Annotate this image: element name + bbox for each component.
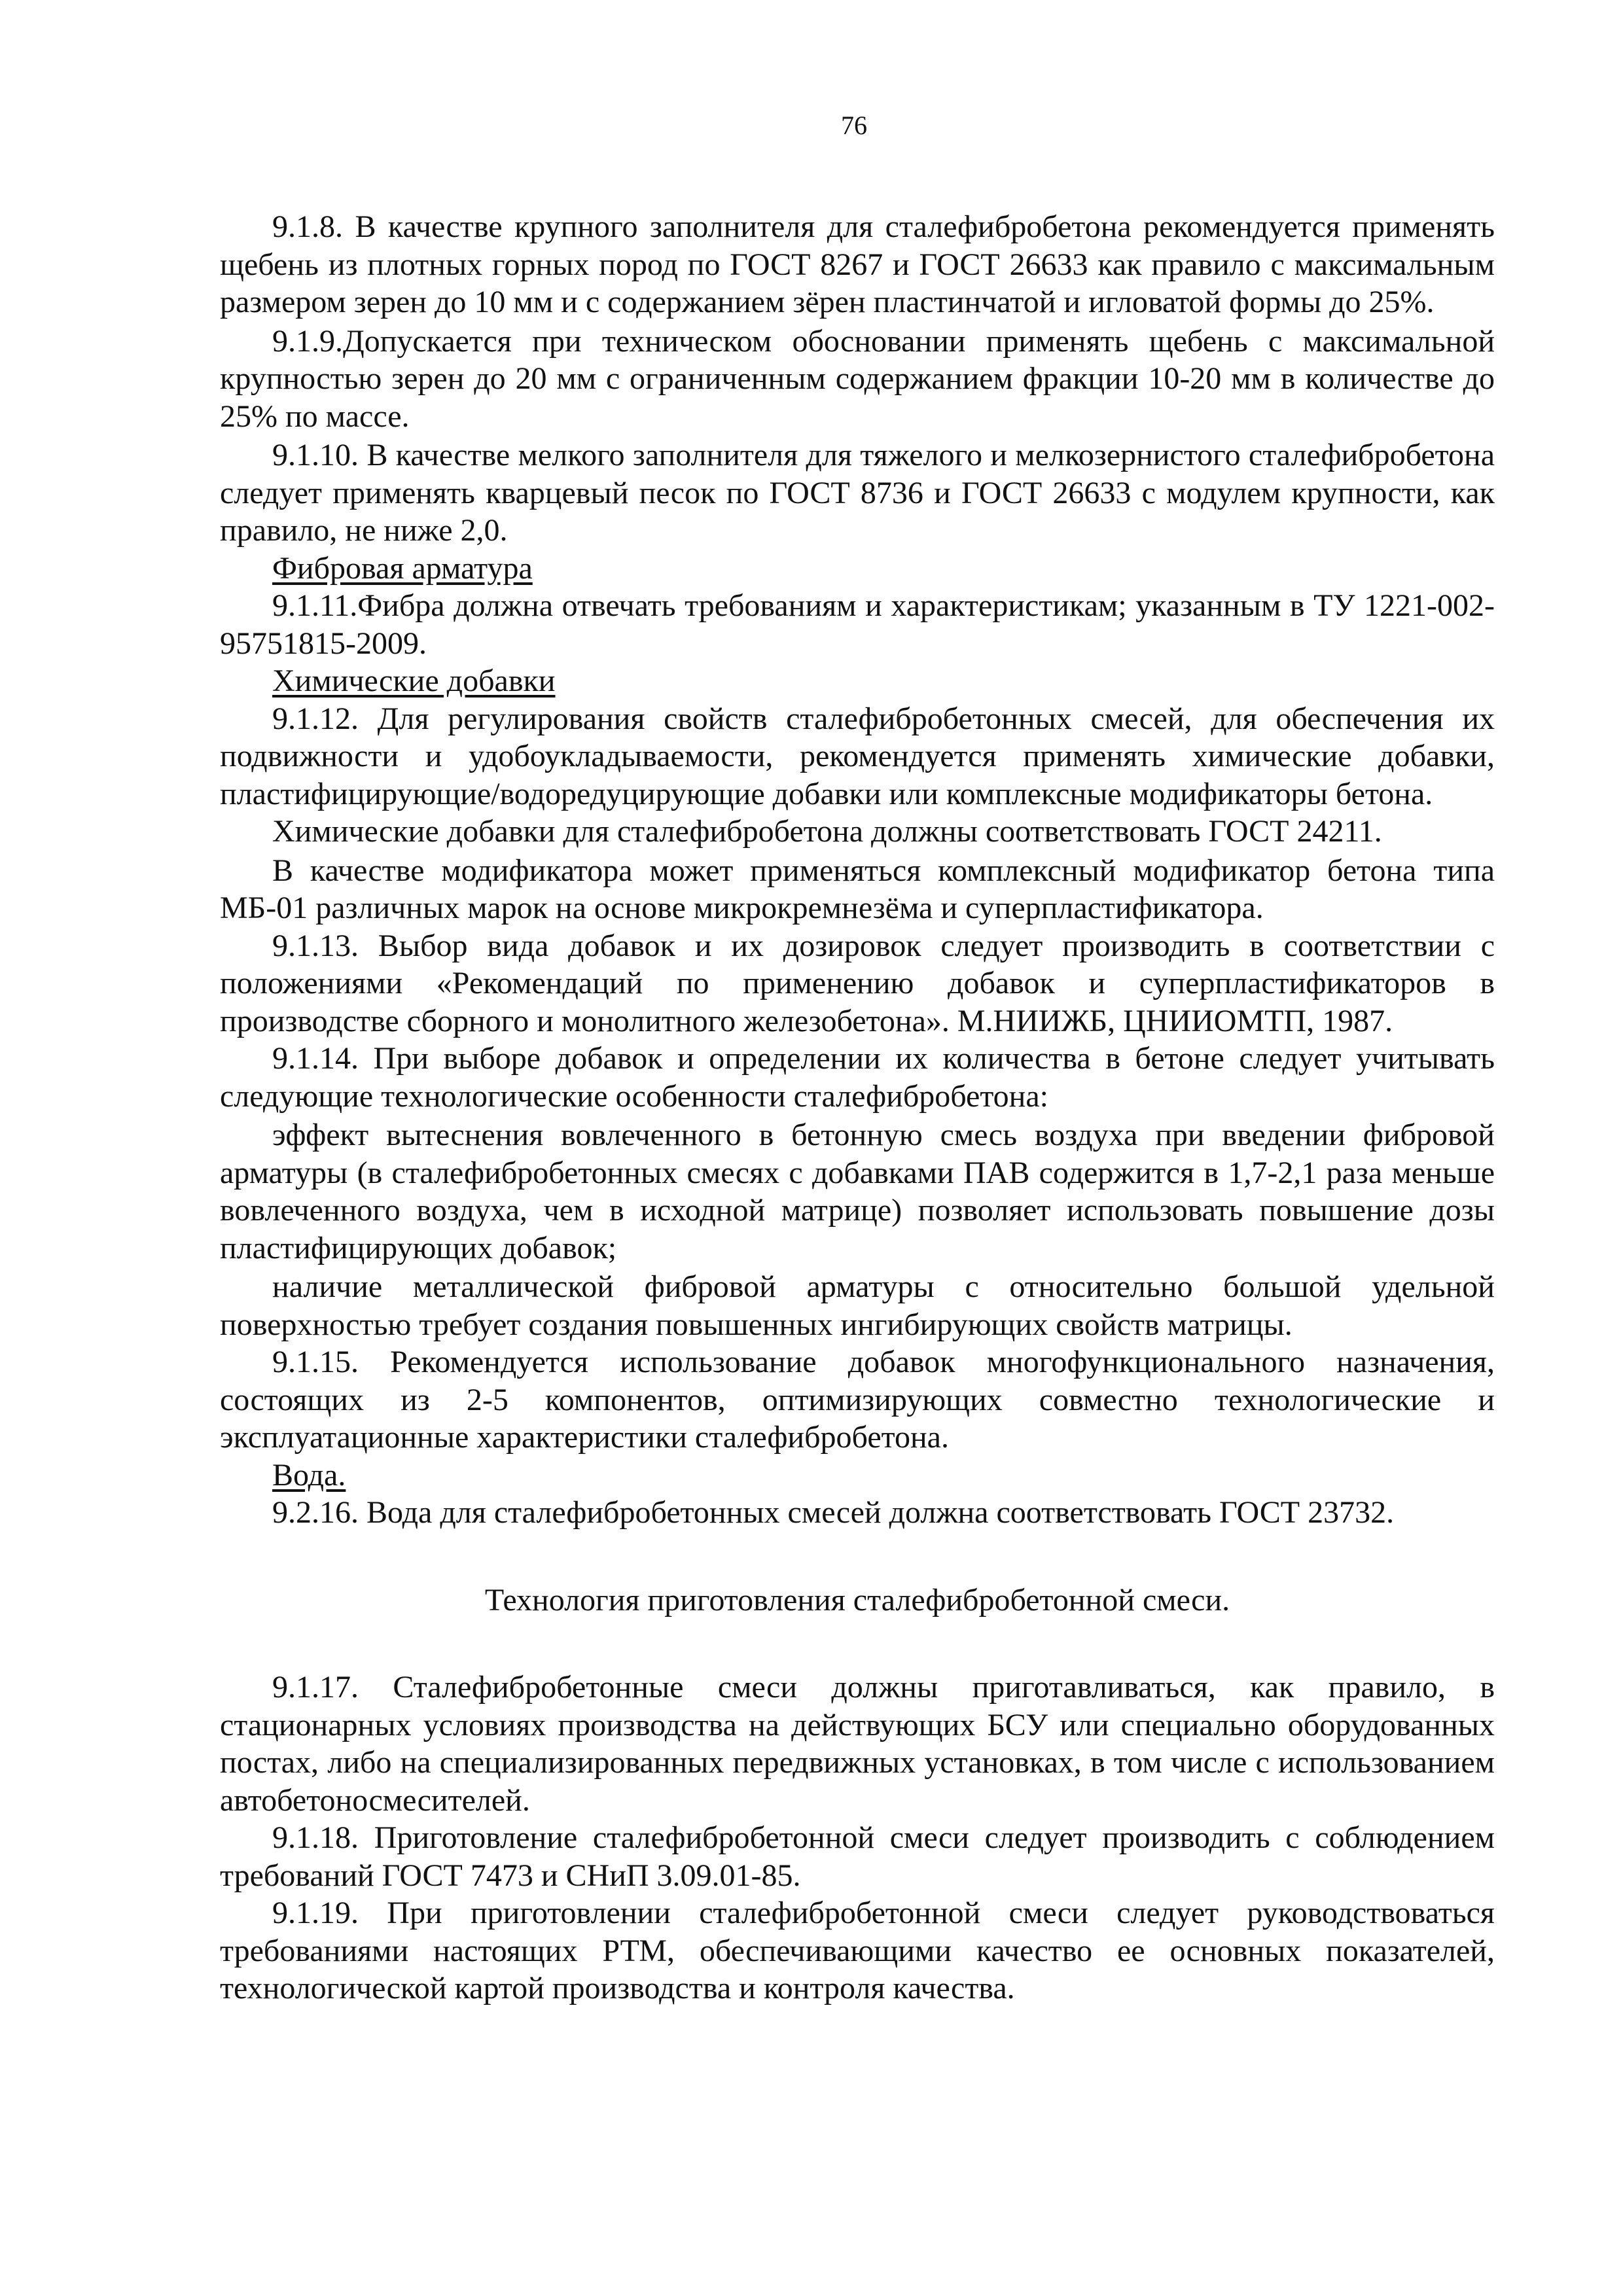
paragraph-9-1-12: 9.1.12. Для регулирования свойств сталефибробетонных смесей, для обеспечения их подвижности и удобоукладываемости, рекомендуется применять химические добавки, пластифицирующие/водоредуцирующие добавки или комплексные модификаторы бетона. (220, 701, 1495, 811)
heading-fiber-reinforcement: Фибровая арматура (272, 550, 533, 586)
paragraph-9-1-19: 9.1.19. При приготовлении сталефибробетонной смеси следует руководствоваться требованиями настоящих РТМ, обеспечивающими качество ее основных показателей, технологической картой производства и контроля качества. (220, 1896, 1495, 2005)
paragraph-9-1-9: 9.1.9.Допускается при техническом обосновании применять щебень с максимальной крупностью зерен до 20 мм с ограниченным содержанием фракции 10-20 мм в количестве до 25% по массе. (220, 323, 1495, 434)
page-number: 76 (841, 111, 867, 140)
paragraph-chemical-gost: Химические добавки для сталефибробетона должны соответствовать ГОСТ 24211. (272, 814, 1382, 849)
paragraph-9-1-14: 9.1.14. При выборе добавок и определении их количества в бетоне следует учитывать следующие технологические особенности сталефибробетона: (220, 1041, 1495, 1114)
paragraph-modifier: В качестве модификатора может применяться комплексный модификатор бетона типа МБ-01 различных марок на основе микрокремнезёма и суперпластификатора. (220, 853, 1495, 925)
paragraph-9-1-10: 9.1.10. В качестве мелкого заполнителя для тяжелого и мелкозернистого сталефибробетона следует применять кварцевый песок по ГОСТ 8736 и ГОСТ 26633 с модулем крупности, как правило, не ниже 2,0. (220, 438, 1495, 548)
heading-water: Вода. (272, 1457, 346, 1492)
paragraph-9-1-18: 9.1.18. Приготовление сталефибробетонной смеси следует производить с соблюдением требований ГОСТ 7473 и СНиП 3.09.01-85. (220, 1820, 1495, 1893)
paragraph-9-1-11: 9.1.11.Фибра должна отвечать требованиям и характеристикам; указанным в ТУ 1221-002-95751815-2009. (220, 588, 1495, 661)
heading-chemical-additives: Химические добавки (272, 663, 556, 698)
paragraph-presence: наличие металлической фибровой арматуры с относительно большой удельной поверхностью требует создания повышенных ингибирующих свойств матрицы. (220, 1269, 1495, 1342)
paragraph-9-1-15: 9.1.15. Рекомендуется использование добавок многофункционального назначения, состоящих из 2-5 компонентов, оптимизирующих совместно технологические и эксплуатационные характеристики сталефибробетона. (220, 1345, 1495, 1455)
document-body (220, 208, 1495, 2007)
paragraph-9-2-16: 9.2.16. Вода для сталефибробетонных смесей должна соответствовать ГОСТ 23732. (272, 1495, 1395, 1530)
paragraph-9-1-8: 9.1.8. В качестве крупного заполнителя для сталефибробетона рекомендуется применять щебень из плотных горных пород по ГОСТ 8267 и ГОСТ 26633 как правило с максимальным размером зерен до 10 мм и с содержанием зёрен пластинчатой и игловатой формы до 25%. (220, 209, 1495, 319)
paragraph-effect: эффект вытеснения вовлеченного в бетонную смесь воздуха при введении фибровой арматуры (в сталефибробетонных смесях с добавками ПАВ содержится в 1,7-2,1 раза меньше вовлеченного воздуха, чем в исходной матрице) позволяет использовать повышение дозы пластифицирующих добавок; (220, 1118, 1495, 1265)
section-title: Технология приготовления сталефибробетонной смеси. (484, 1582, 1230, 1617)
paragraph-9-1-13: 9.1.13. Выбор вида добавок и их дозировок следует производить в соответствии с положениями «Рекомендаций по применению добавок и суперпластификаторов в производстве сборного и монолитного железобетона». М.НИИЖБ, ЦНИИОМТП, 1987. (220, 928, 1495, 1038)
paragraph-9-1-17: 9.1.17. Сталефибробетонные смеси должны приготавливаться, как правило, в стационарных условиях производства на действующих БСУ или специально оборудованных постах, либо на специализированных передвижных установках, в том числе с использованием автобетоносмесителей. (220, 1670, 1495, 1818)
